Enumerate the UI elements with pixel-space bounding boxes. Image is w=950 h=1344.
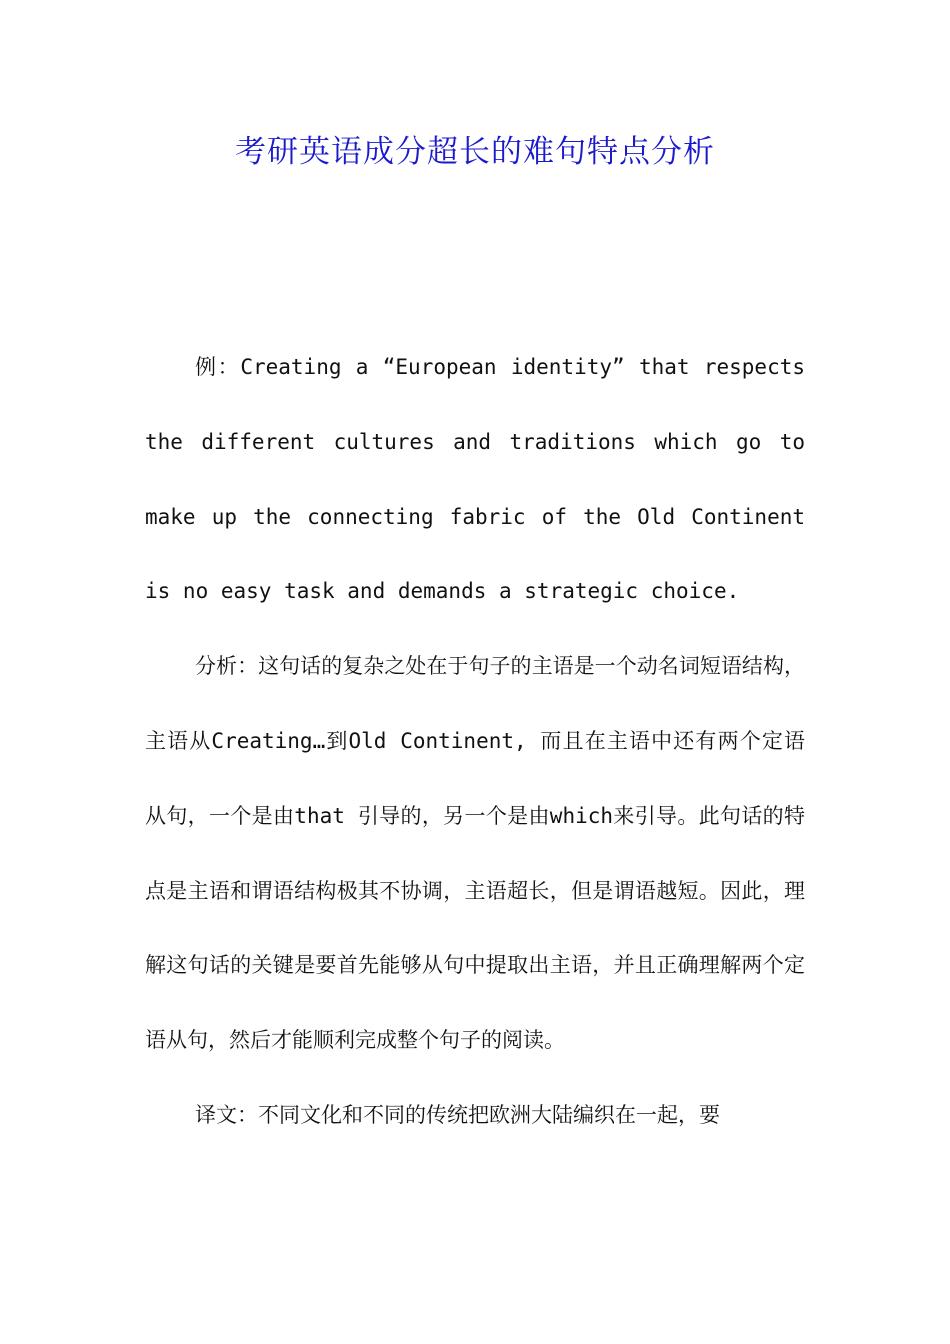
document-body [145, 330, 805, 1153]
translation-paragraph: 译文：不同文化和不同的传统把欧洲大陆编织在一起，要 [195, 1102, 720, 1127]
example-paragraph: 例：Creating a “European identity” that respects the different cultures and traditions which go to make up the connecting fabric of the Old Continent is no easy task and demands a strategic choice. [145, 355, 805, 604]
analysis-paragraph: 分析：这句话的复杂之处在于句子的主语是一个动名词短语结构，主语从Creating…到Old Continent, 而且在主语中还有两个定语从句，一个是由that 引导的，另一个是由which来引导。此句话的特点是主语和谓语结构极其不协调，主语超长，但是谓语越短。因此，理解这句话的关键是要首先能够从句中提取出主语，并且正确理解两个定语从句，然后才能顺利完成整个句子的阅读。 [145, 654, 805, 1053]
document-title: 考研英语成分超长的难句特点分析 [235, 134, 715, 170]
